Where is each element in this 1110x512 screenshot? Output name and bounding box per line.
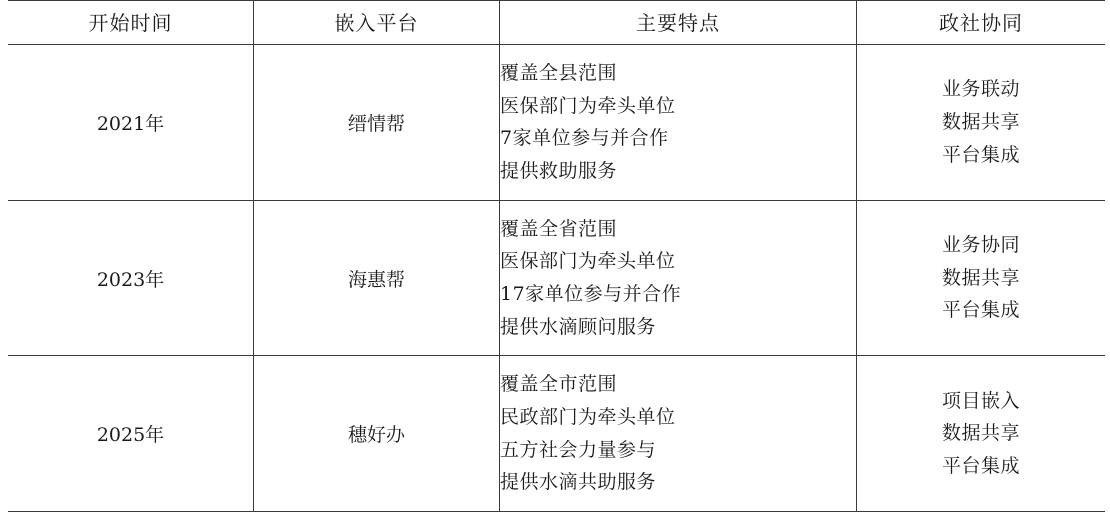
coordination-line: 数据共享: [941, 111, 1020, 133]
feature-line: 提供水滴共助服务: [500, 471, 657, 494]
cell-platform: 穗好办: [254, 356, 500, 512]
coordination-line: 平台集成: [941, 455, 1020, 478]
coordination-line: 数据共享: [941, 266, 1020, 289]
column-header-start-time: 开始时间: [8, 1, 254, 45]
cell-coordination: [857, 356, 1106, 512]
cell-start-time: 2025年: [8, 356, 254, 512]
coordination-line: 项目嵌入: [941, 389, 1020, 412]
cell-platform: 海惠帮: [254, 200, 500, 356]
cell-start-time: 2023年: [8, 200, 254, 356]
feature-line: 17家单位参与并合作: [500, 283, 682, 306]
feature-line: 五方社会力量参与: [500, 438, 657, 461]
feature-line: 医保部门为牵头单位: [500, 250, 676, 273]
coordination-line: 平台集成: [941, 143, 1020, 166]
feature-line: 提供水滴顾问服务: [500, 315, 657, 338]
cell-start-time: 2021年: [8, 45, 254, 201]
coordination-line: 业务联动: [941, 78, 1020, 101]
table-row: [8, 45, 1105, 201]
cell-features: [500, 200, 857, 356]
cell-platform: 缙情帮: [254, 45, 500, 201]
column-header-features: 主要特点: [500, 1, 857, 45]
platform-comparison-table: [8, 0, 1105, 512]
column-header-coordination: 政社协同: [857, 1, 1106, 45]
table-row: [8, 200, 1105, 356]
coordination-line: 数据共享: [941, 422, 1020, 445]
cell-features: [500, 356, 857, 512]
feature-line: 民政部门为牵头单位: [500, 406, 676, 429]
cell-coordination: [857, 45, 1106, 201]
table-header: [8, 1, 1105, 45]
table-row: [8, 356, 1105, 512]
cell-coordination: [857, 200, 1106, 356]
feature-line: 覆盖全县范围: [500, 62, 618, 84]
table-header-row: [8, 1, 1105, 45]
feature-line: 医保部门为牵头单位: [500, 94, 676, 117]
coordination-line: 业务协同: [941, 234, 1020, 257]
feature-line: 提供救助服务: [500, 160, 618, 183]
feature-line: 覆盖全省范围: [500, 217, 618, 240]
feature-line: 覆盖全市范围: [500, 373, 618, 396]
feature-line: 7家单位参与并合作: [500, 127, 669, 150]
coordination-line: 平台集成: [941, 299, 1020, 322]
cell-features: [500, 45, 857, 201]
column-header-platform: 嵌入平台: [254, 1, 500, 45]
table-body: [8, 45, 1105, 512]
